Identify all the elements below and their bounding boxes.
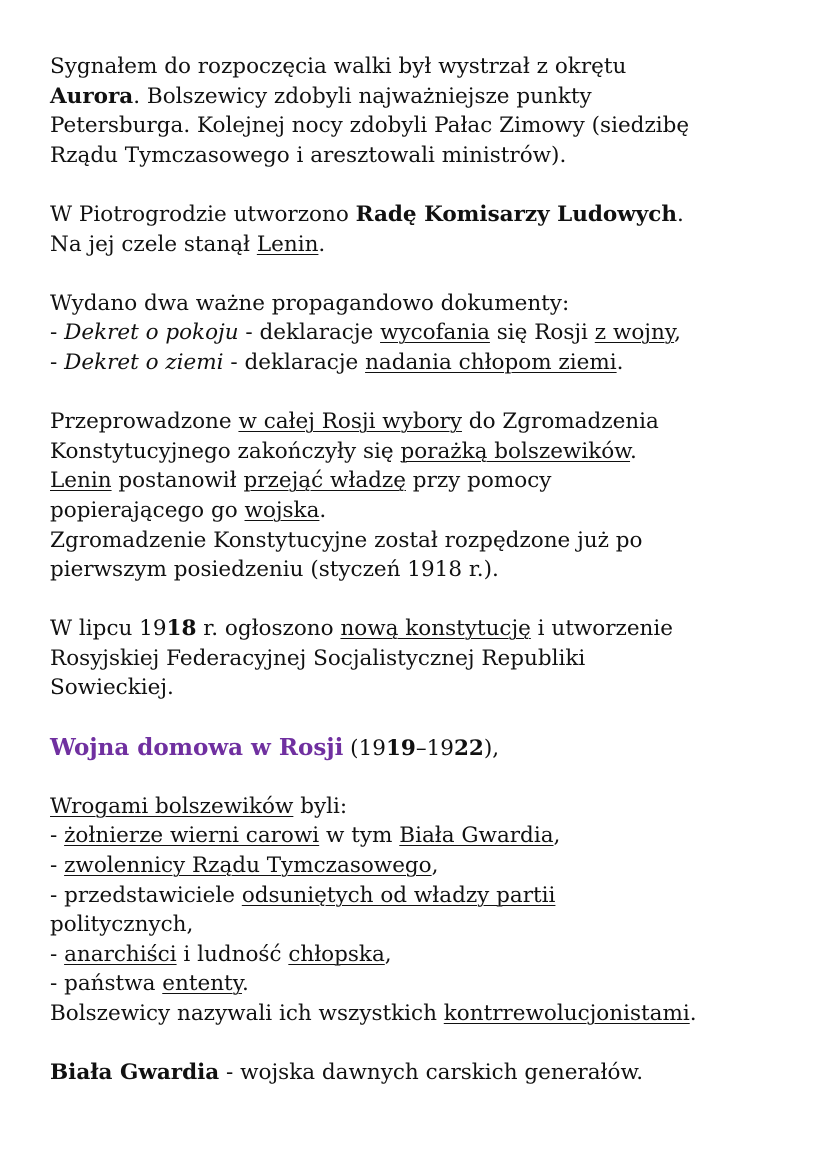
text-line xyxy=(50,526,697,556)
underlined-text: kontrrewolucjonistami xyxy=(443,1001,690,1026)
blank-line xyxy=(50,1029,697,1059)
text-segment: - xyxy=(50,853,65,879)
text-segment: . xyxy=(241,971,249,997)
text-line xyxy=(50,821,697,851)
blank-line xyxy=(50,585,697,615)
italic-text: Dekret o pokoju xyxy=(64,320,239,346)
text-segment: . Bolszewicy zdobyli najważniejsze punkty xyxy=(133,83,592,109)
text-line xyxy=(50,289,697,319)
text-segment: - przedstawiciele xyxy=(50,882,242,908)
text-segment: - xyxy=(50,320,65,346)
text-segment: . xyxy=(319,497,327,523)
text-segment: postanowił xyxy=(111,468,244,494)
underlined-text: w całej Rosji wybory xyxy=(238,409,462,435)
text-segment: , xyxy=(674,320,681,346)
text-line xyxy=(50,733,697,763)
text-segment: Przeprowadzone xyxy=(50,409,239,435)
text-segment: r. ogłoszono xyxy=(196,616,341,642)
text-segment: (19 xyxy=(343,735,386,761)
text-segment: . xyxy=(676,201,684,227)
text-line xyxy=(50,348,697,378)
bold-text: Aurora xyxy=(50,83,134,109)
text-line xyxy=(50,614,697,644)
text-segment: przy pomocy xyxy=(405,468,552,494)
text-segment: Sowieckiej. xyxy=(50,675,174,701)
underlined-text: Biała Gwardia xyxy=(399,823,554,849)
underlined-text: chłopska xyxy=(288,941,385,967)
text-segment: –19 xyxy=(415,735,454,761)
text-segment: - xyxy=(50,823,65,849)
underlined-text: żołnierze wierni carowi xyxy=(64,823,320,849)
bold-text: 18 xyxy=(166,616,197,642)
text-segment: - państwa xyxy=(50,971,163,997)
text-segment: Petersburga. Kolejnej nocy zdobyli Pałac Zimowy (siedzibę xyxy=(50,113,690,139)
text-segment: do Zgromadzenia xyxy=(461,409,659,435)
bold-text: Radę Komisarzy Ludowych xyxy=(355,201,677,227)
text-segment: . xyxy=(689,1001,697,1026)
text-line xyxy=(50,910,697,940)
blank-line xyxy=(50,703,697,733)
bold-text: 19 xyxy=(385,735,416,761)
text-segment: byli: xyxy=(293,793,348,819)
text-segment: . xyxy=(616,349,624,375)
text-line xyxy=(50,230,697,260)
text-segment: Rządu Tymczasowego i aresztowali ministrów). xyxy=(50,142,567,168)
text-segment: Sygnałem do rozpoczęcia walki był wystrzał z okrętu xyxy=(50,54,627,79)
text-line xyxy=(50,318,697,348)
text-segment: pierwszym posiedzeniu (styczeń 1918 r.). xyxy=(50,557,499,583)
text-segment: w tym xyxy=(319,823,400,849)
text-line xyxy=(50,999,697,1029)
document-page xyxy=(50,52,697,1088)
underlined-text: wycofania xyxy=(380,320,490,346)
text-line xyxy=(50,644,697,674)
blank-line xyxy=(50,378,697,408)
text-segment: - wojska dawnych carskich generałów. xyxy=(219,1060,644,1086)
text-segment: i ludność xyxy=(176,941,289,967)
blank-line xyxy=(50,259,697,289)
bold-text: Biała Gwardia xyxy=(50,1060,220,1086)
text-line xyxy=(50,82,697,112)
text-segment: - xyxy=(50,349,65,375)
text-line xyxy=(50,940,697,970)
text-segment: - xyxy=(50,941,65,967)
underlined-text: Lenin xyxy=(50,468,112,494)
italic-text: Dekret o ziemi xyxy=(64,349,224,375)
text-segment: , xyxy=(431,853,439,879)
text-line xyxy=(50,673,697,703)
text-line xyxy=(50,1058,697,1088)
underlined-text: z wojny xyxy=(594,320,675,346)
text-segment: Bolszewicy nazywali ich wszystkich xyxy=(50,1001,444,1026)
text-segment: W lipcu 19 xyxy=(50,616,167,642)
text-segment: Zgromadzenie Konstytucyjne został rozpędzone już po xyxy=(50,527,643,553)
text-line xyxy=(50,969,697,999)
text-segment: Na jej czele stanął xyxy=(50,231,257,257)
text-line xyxy=(50,466,697,496)
text-segment: Konstytucyjnego zakończyły się xyxy=(50,438,401,464)
section-heading: Wojna domowa w Rosji xyxy=(50,733,344,761)
text-segment: . xyxy=(318,231,326,257)
text-line xyxy=(50,52,697,82)
underlined-text: Wrogami bolszewików xyxy=(50,793,294,819)
underlined-text: odsuniętych od władzy partii xyxy=(241,882,556,908)
underlined-text: nową konstytucję xyxy=(340,616,531,642)
text-segment: , xyxy=(553,823,561,849)
bold-text: 22 xyxy=(453,735,484,761)
text-line xyxy=(50,437,697,467)
text-segment: , xyxy=(384,941,392,967)
text-segment: i utworzenie xyxy=(530,616,673,642)
text-line xyxy=(50,200,697,230)
underlined-text: wojska xyxy=(244,497,320,523)
text-segment: - deklaracje xyxy=(238,320,381,346)
underlined-text: zwolennicy Rządu Tymczasowego xyxy=(64,853,432,879)
text-segment: - deklaracje xyxy=(223,349,366,375)
blank-line xyxy=(50,762,697,792)
text-line xyxy=(50,496,697,526)
text-line xyxy=(50,851,697,881)
underlined-text: nadania chłopom ziemi xyxy=(365,349,617,375)
underlined-text: przejąć władzę xyxy=(243,468,406,494)
underlined-text: porażką bolszewików xyxy=(400,438,631,464)
underlined-text: anarchiści xyxy=(64,941,177,967)
text-line xyxy=(50,141,697,171)
text-segment: popierającego go xyxy=(50,497,245,523)
text-segment: ), xyxy=(483,735,500,761)
text-segment: Wydano dwa ważne propagandowo dokumenty: xyxy=(50,290,570,316)
underlined-text: Lenin xyxy=(256,231,319,257)
text-segment: . xyxy=(630,438,637,464)
text-line xyxy=(50,407,697,437)
text-line xyxy=(50,792,697,822)
underlined-text: ententy xyxy=(162,971,242,997)
text-segment: Rosyjskiej Federacyjnej Socjalistycznej Republiki xyxy=(50,645,586,671)
blank-line xyxy=(50,170,697,200)
text-line xyxy=(50,111,697,141)
text-segment: politycznych, xyxy=(50,912,194,938)
text-segment: W Piotrogrodzie utworzono xyxy=(50,201,356,227)
text-line xyxy=(50,881,697,911)
text-segment: się Rosji xyxy=(489,320,595,346)
text-line xyxy=(50,555,697,585)
